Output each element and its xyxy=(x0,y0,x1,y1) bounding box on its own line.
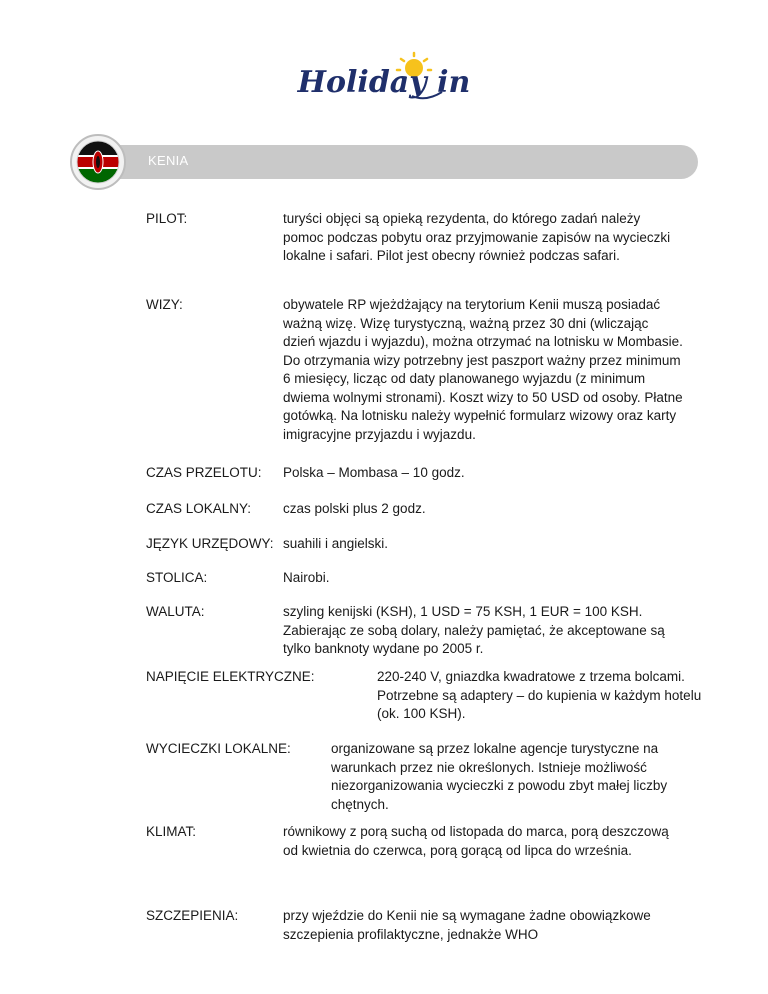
row-value: Nairobi. xyxy=(283,570,330,585)
brand-name: Holiday in xyxy=(297,65,471,100)
row-label: CZAS PRZELOTU: xyxy=(146,465,262,480)
row-label: JĘZYK URZĘDOWY: xyxy=(146,536,274,551)
row-value: turyści objęci są opieką rezydenta, do którego zadań należy pomoc podczas pobytu oraz przyjmowanie zapisów na wycieczki lokalne i safari. Pilot jest obecny również podczas safari. xyxy=(283,211,671,263)
row-label: PILOT: xyxy=(146,211,188,226)
row-value: czas polski plus 2 godz. xyxy=(283,501,426,516)
row-value: suahili i angielski. xyxy=(283,536,389,551)
row-value: organizowane są przez lokalne agencje turystyczne na warunkach przez nie określonych. Istnieje możliwość niezorganizowania wycieczki z powodu zbyt małej liczby chętnych. xyxy=(331,741,668,812)
row-label: WALUTA: xyxy=(146,604,205,619)
row-label: STOLICA: xyxy=(146,570,208,585)
row-label: WYCIECZKI LOKALNE: xyxy=(146,741,291,756)
row-label: NAPIĘCIE ELEKTRYCZNE: xyxy=(146,669,315,684)
row-value: 220-240 V, gniazdka kwadratowe z trzema bolcami. Potrzebne są adaptery – do kupienia w każdym hotelu (ok. 100 KSH). xyxy=(377,669,702,721)
row-label: WIZY: xyxy=(146,297,183,312)
row-value: szyling kenijski (KSH), 1 USD = 75 KSH, 1 EUR = 100 KSH. Zabierając ze sobą dolary, należy pamiętać, że akceptowane są tylko banknoty wydane po 2005 r. xyxy=(283,604,665,656)
row-value: obywatele RP wjeżdżający na terytorium Kenii muszą posiadać ważną wizę. Wizę turystyczną, ważną przez 30 dni (wliczając dzień wjazdu i wyjazdu), można otrzymać na lotnisku w Mombasie. Do otrzymania wizy potrzebny jest paszport ważny przez minimum 6 miesięcy, licząc od daty planowanego wyjazdu (z minimum dwiema wolnymi stronami). Koszt wizy to 50 USD od osoby. Płatne gotówką. Na lotnisku należy wypełnić formularz wizowy oraz karty imigracyjne przyjazdu i wyjazdu. xyxy=(283,297,683,442)
brand-logo xyxy=(0,50,768,110)
kenya-flag-icon xyxy=(70,134,126,190)
holiday-in-logo-icon xyxy=(284,50,484,110)
country-title: KENIA xyxy=(148,153,189,168)
row-value: Polska – Mombasa – 10 godz. xyxy=(283,465,465,480)
row-value: przy wjeździe do Kenii nie są wymagane żadne obowiązkowe szczepienia profilaktyczne, jednakże WHO xyxy=(283,908,651,942)
row-label: KLIMAT: xyxy=(146,824,197,839)
row-label: CZAS LOKALNY: xyxy=(146,501,252,516)
row-label: SZCZEPIENIA: xyxy=(146,908,239,923)
row-value: równikowy z porą suchą od listopada do marca, porą deszczową od kwietnia do czerwca, porą gorącą od lipca do września. xyxy=(283,824,669,858)
